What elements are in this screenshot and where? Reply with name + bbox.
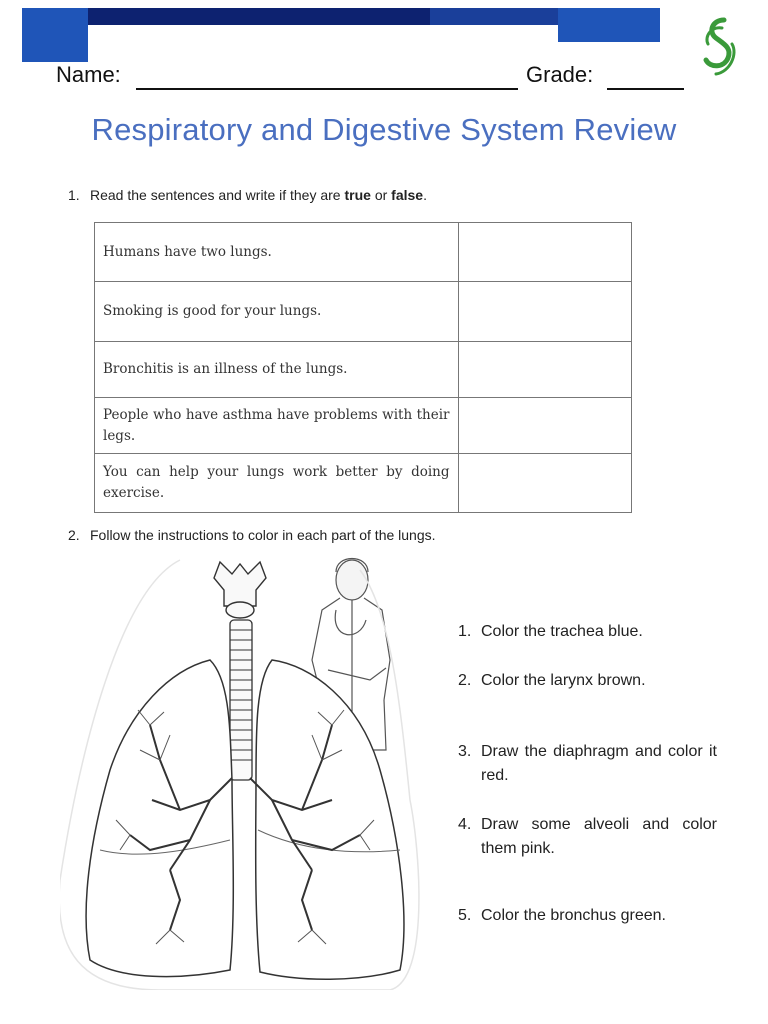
answer-cell[interactable] [458,223,632,282]
larynx [214,562,266,618]
statement-cell: You can help your lungs work better by doing exercise. [95,454,459,513]
grade-blank-line[interactable] [607,88,684,90]
instruction-item [458,813,717,861]
false-word: false [391,187,424,203]
true-word: true [344,187,371,203]
instruction-number: 1. [458,623,472,640]
table-row [95,342,632,398]
statement-cell: People who have asthma have problems with their legs. [95,398,459,454]
answer-cell[interactable] [458,398,632,454]
table-row [95,398,632,454]
instruction-number: 5. [458,907,472,924]
grade-label: Grade: [526,62,594,87]
instruction-text: Color the trachea blue. [481,623,643,640]
lungs-diagram [60,550,450,990]
instruction-text: Draw the diaphragm and color it red. [481,743,717,784]
instruction-item [458,740,717,788]
question-2-text: Follow the instructions to color in each part of the lungs. [90,527,436,543]
instruction-item [458,669,717,693]
question-2-prompt [68,527,436,543]
header-bar-mid [430,8,558,25]
instruction-item [458,904,717,928]
name-blank-line[interactable] [136,88,518,90]
statement-cell: Smoking is good for your lungs. [95,282,459,342]
question-1-or: or [370,187,392,203]
question-1-number: 1. [68,187,80,203]
answer-cell[interactable] [458,454,632,513]
question-1-period: . [423,187,427,203]
instruction-item [458,620,717,644]
instruction-number: 3. [458,743,472,760]
question-2-number: 2. [68,527,80,543]
table-row [95,223,632,282]
left-lung [86,660,233,977]
instruction-number: 2. [458,672,472,689]
instruction-text: Color the bronchus green. [481,907,666,924]
school-logo-icon [698,14,742,84]
question-1-prompt [68,187,427,203]
header-block-left [22,8,88,62]
table-row [95,282,632,342]
true-false-table [94,222,632,513]
name-label: Name: [56,62,121,87]
header-block-right [558,8,660,42]
right-lung [256,660,404,979]
instruction-number: 4. [458,816,472,833]
table-row [95,454,632,513]
instruction-text: Color the larynx brown. [481,672,646,689]
statement-cell: Bronchitis is an illness of the lungs. [95,342,459,398]
statement-cell: Humans have two lungs. [95,223,459,282]
answer-cell[interactable] [458,342,632,398]
answer-cell[interactable] [458,282,632,342]
instruction-text: Draw some alveoli and color them pink. [481,816,717,857]
page-title: Respiratory and Digestive System Review [91,112,677,147]
question-1-text: Read the sentences and write if they are [90,187,345,203]
